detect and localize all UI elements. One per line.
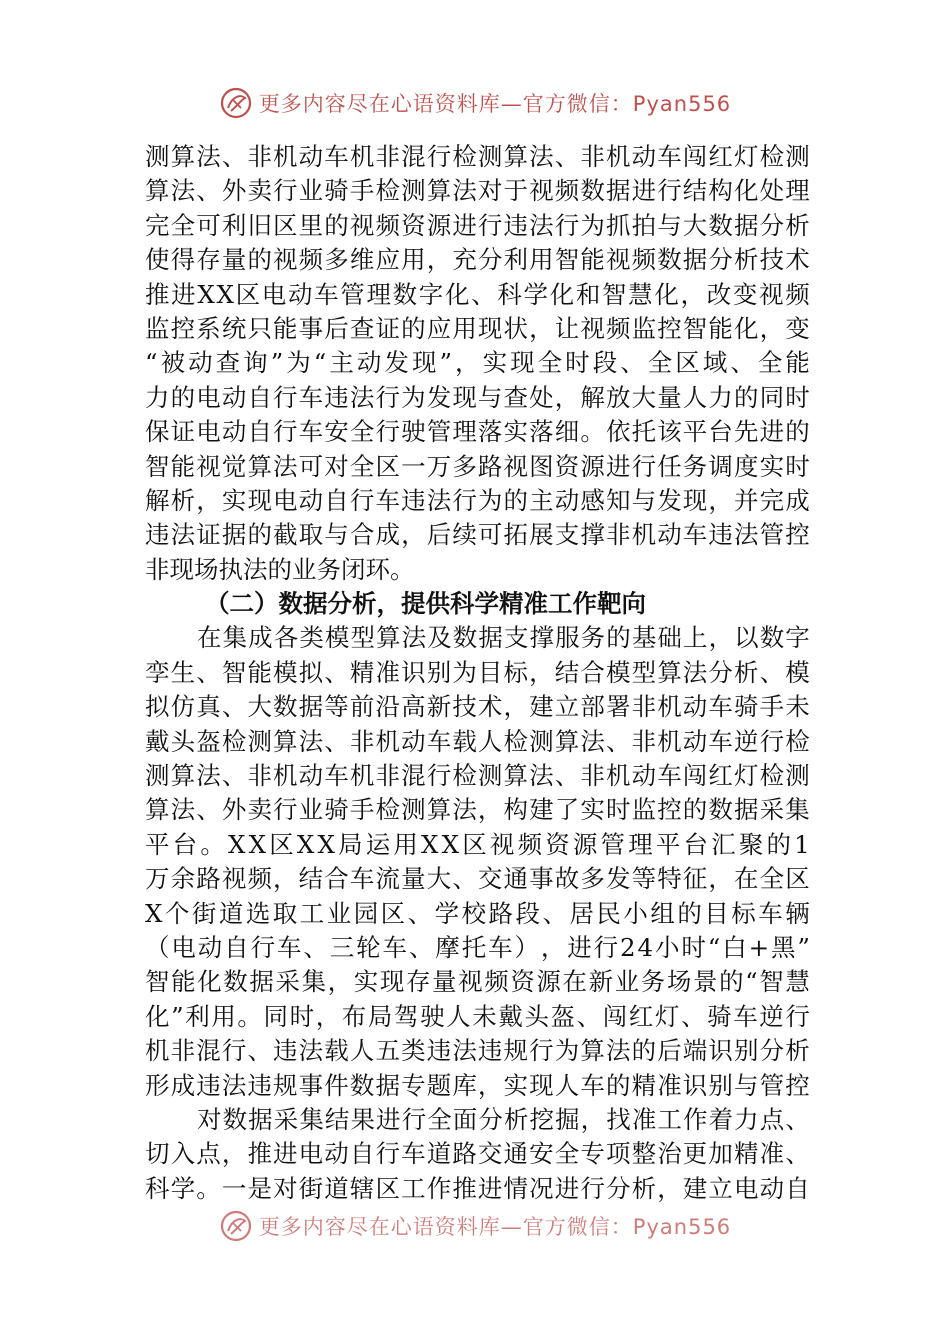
paragraph-1	[145, 140, 810, 587]
text-line: 算 法 、 外 卖 行 业 骑 手 检 测 算 法 对 于 视 频 数 据 进 行 结 构 化 处 理	[145, 176, 810, 206]
text-line: 保 证 电 动 自 行 车 安 全 行 驶 管 理 落 实 落 细 。 依 托 该 平 台 先 进 的	[145, 417, 810, 447]
watermark-header	[0, 83, 950, 123]
text-line: 平 台 。 X X 区 X X 局 运 用 X X 区 视 频 资 源 管 理 平 台 汇 聚 的 1	[145, 829, 810, 859]
seal-logo-icon	[219, 86, 253, 120]
text-line: 孪 生 、 智 能 模 拟 、 精 准 识 别 为 目 标 ， 结 合 模 型 算 法 分 析 、 模	[145, 657, 810, 687]
text-line: 智 能 视 觉 算 法 可 对 全 区 一 万 多 路 视 图 资 源 进 行 任 务 调 度 实 时	[145, 451, 810, 481]
text-line: 科 学 。 一 是 对 街 道 辖 区 工 作 推 进 情 况 进 行 分 析 ， 建 立 电 动 自	[145, 1173, 810, 1203]
text-line: 解 析 ， 实 现 电 动 自 行 车 违 法 行 为 的 主 动 感 知 与 发 现 ， 并 完 成	[145, 485, 810, 515]
text-line: （ 电 动 自 行 车 、 三 轮 车 、 摩 托 车 ） ， 进 行 2 4 小 时 “ 白 + 黑 ”	[145, 932, 810, 962]
text-line: 测 算 法 、 非 机 动 车 机 非 混 行 检 测 算 法 、 非 机 动 车 闯 红 灯 检 测	[145, 761, 810, 791]
watermark-text: 更多内容尽在心语资料库—官方微信：Pyan556	[258, 1215, 732, 1239]
paragraph-3	[145, 1103, 810, 1206]
text-line: 使 得 存 量 的 视 频 多 维 应 用 ， 充 分 利 用 智 能 视 频 数 据 分 析 技 术	[145, 245, 810, 275]
seal-logo-icon	[219, 1209, 253, 1243]
paragraph-2	[145, 621, 810, 1102]
text-line: 万 余 路 视 频 ， 结 合 车 流 量 大 、 交 通 事 故 多 发 等 特 征 ， 在 全 区	[145, 864, 810, 894]
text-line: 算 法 、 外 卖 行 业 骑 手 检 测 算 法 ， 构 建 了 实 时 监 控 的 数 据 采 集	[145, 795, 810, 825]
text-line: 测 算 法 、 非 机 动 车 机 非 混 行 检 测 算 法 、 非 机 动 车 闯 红 灯 检 测	[145, 142, 810, 171]
text-line: 在 集 成 各 类 模 型 算 法 及 数 据 支 撑 服 务 的 基 础 上 ， 以 数 字	[197, 623, 810, 653]
text-line: 推 进 X X 区 电 动 车 管 理 数 字 化 、 科 学 化 和 智 慧 化 ， 改 变 视 频	[145, 279, 810, 309]
watermark-footer	[0, 1206, 950, 1246]
text-line: 拟 仿 真 、 大 数 据 等 前 沿 高 新 技 术 ， 建 立 部 署 非 机 动 车 骑 手 未	[145, 692, 810, 722]
text-line: 戴 头 盔 检 测 算 法 、 非 机 动 车 载 人 检 测 算 法 、 非 机 动 车 逆 行 检	[145, 726, 810, 756]
text-line: 违 法 证 据 的 截 取 与 合 成 ， 后 续 可 拓 展 支 撑 非 机 动 车 违 法 管 控	[145, 520, 810, 550]
document-body	[145, 140, 810, 1206]
text-line: 机 非 混 行 、 违 法 载 人 五 类 违 法 违 规 行 为 算 法 的 后 端 识 别 分 析	[145, 1036, 810, 1066]
text-line: 形 成 违 法 违 规 事 件 数 据 专 题 库 ， 实 现 人 车 的 精 准 识 别 与 管 控	[145, 1070, 810, 1100]
text-line: 非 现 场 执 法 的 业 务 闭 环 。	[145, 554, 415, 584]
text-line: X 个 街 道 选 取 工 业 园 区 、 学 校 路 段 、 居 民 小 组 的 目 标 车 辆	[145, 898, 810, 928]
text-line: 力 的 电 动 自 行 车 违 法 行 为 发 现 与 查 处 ， 解 放 大 量 人 力 的 同 时	[145, 382, 810, 412]
text-line: 智 能 化 数 据 采 集 ， 实 现 存 量 视 频 资 源 在 新 业 务 场 景 的 “ 智 慧	[145, 967, 810, 997]
text-line: “ 被 动 查 询 ” 为 “ 主 动 发 现 ” ， 实 现 全 时 段 、 全 区 域 、 全 能	[145, 348, 810, 378]
text-line: 化 ” 利 用 。 同 时 ， 布 局 驾 驶 人 未 戴 头 盔 、 闯 红 灯 、 骑 车 逆 行	[145, 1001, 810, 1031]
text-line: 完 全 可 利 旧 区 里 的 视 频 资 源 进 行 违 法 行 为 抓 拍 与 大 数 据 分 析	[145, 210, 810, 240]
section-heading: （二）数据分析，提供科学精准工作靶向	[205, 589, 646, 619]
text-line: 对 数 据 采 集 结 果 进 行 全 面 分 析 挖 掘 ， 找 准 工 作 着 力 点 、	[197, 1104, 810, 1134]
text-line: 监 控 系 统 只 能 事 后 查 证 的 应 用 现 状 ， 让 视 频 监 控 智 能 化 ， 变	[145, 313, 810, 343]
watermark-text: 更多内容尽在心语资料库—官方微信：Pyan556	[258, 92, 732, 116]
text-line: 切 入 点 ， 推 进 电 动 自 行 车 道 路 交 通 安 全 专 项 整 治 更 加 精 准 、	[145, 1139, 810, 1169]
